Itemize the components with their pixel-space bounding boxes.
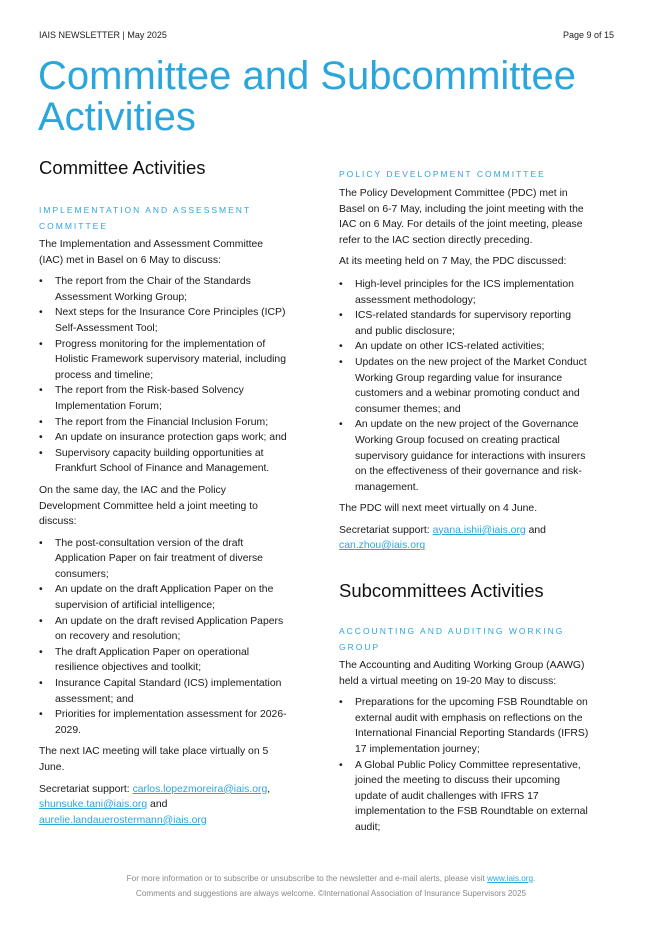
joint-meeting-intro: On the same day, the IAC and the Policy Development Committee held a joint meeting to discuss: bbox=[39, 484, 258, 528]
list-item: • Insurance Capital Standard (ICS) implementation assessment; and bbox=[39, 676, 290, 707]
list-item: • ICS-related standards for supervisory reporting and public disclosure; bbox=[339, 308, 590, 339]
pdc-intro: The Policy Development Committee (PDC) met in Basel on 6-7 May, including the joint meeting with the IAC on 6 May. For details of the joint meeting, please refer to the IAC section directly preceding. bbox=[339, 188, 584, 246]
aawg-intro: The Accounting and Auditing Working Group (AAWG) held a virtual meeting on 19-20 May to discuss: bbox=[339, 660, 585, 687]
secretariat-label: Secretariat support: bbox=[39, 783, 133, 795]
aawg-subheading: ACCOUNTING AND AUDITING WORKING GROUP bbox=[339, 626, 565, 653]
conjunction: and bbox=[525, 524, 546, 536]
list-item: • The post-consultation version of the draft Application Paper on fair treatment of diverse consumers; bbox=[39, 536, 290, 583]
email-link-can[interactable]: can.zhou@iais.org bbox=[339, 540, 426, 552]
email-link-shunsuke[interactable]: shunsuke.tani@iais.org bbox=[39, 799, 148, 811]
pdc-subheading: POLICY DEVELOPMENT COMMITTEE bbox=[339, 169, 546, 179]
list-item: • Updates on the new project of the Market Conduct Working Group regarding value for insurance customers and a webinar promoting conduct and consumer themes; and bbox=[339, 355, 590, 417]
subcommittees-activities-heading: Subcommittees Activities bbox=[339, 580, 544, 602]
iac-secretariat-support bbox=[39, 782, 290, 829]
footer-copyright: Comments and suggestions are always welcome. ©International Association of Insurance Supervisors 2025 bbox=[135, 889, 527, 898]
email-link-ayana[interactable]: ayana.ishii@iais.org bbox=[432, 524, 526, 536]
footer-period: . bbox=[533, 874, 536, 883]
list-item: • The draft Application Paper on operational resilience objectives and toolkit; bbox=[39, 645, 290, 676]
committee-activities-heading: Committee Activities bbox=[39, 157, 206, 178]
list-item: • An update on other ICS-related activities; bbox=[339, 339, 590, 355]
iais-website-link[interactable]: www.iais.org bbox=[487, 874, 534, 883]
list-item: • The report from the Risk-based Solvency Implementation Forum; bbox=[39, 383, 290, 414]
list-item: • The report from the Chair of the Standards Assessment Working Group; bbox=[39, 274, 290, 305]
page-title: Committee and Subcommittee Activities bbox=[38, 54, 577, 139]
newsletter-header: IAIS NEWSLETTER | May 2025 bbox=[39, 30, 167, 40]
list-item: • An update on the draft Application Paper on the supervision of artificial intelligence; bbox=[39, 582, 290, 613]
left-column bbox=[39, 157, 290, 828]
list-item: • An update on the draft revised Application Papers on recovery and resolution; bbox=[39, 614, 290, 645]
list-item: • Preparations for the upcoming FSB Roundtable on external audit with emphasis on reflections on the International Financial Reporting Standards (IFRS) 17 implementation journey; bbox=[339, 695, 590, 757]
list-item: • An update on insurance protection gaps work; and bbox=[39, 430, 290, 446]
email-link-aurelie[interactable]: aurelie.landauerostermann@iais.org bbox=[39, 814, 207, 826]
pdc-agenda-list bbox=[339, 277, 590, 495]
list-item: • Priorities for implementation assessment for 2026-2029. bbox=[39, 707, 290, 738]
page-number: Page 9 of 15 bbox=[562, 30, 614, 40]
iac-subheading: IMPLEMENTATION AND ASSESSMENT COMMITTEE bbox=[39, 205, 251, 231]
list-item: • Progress monitoring for the implementation of Holistic Framework supervisory material, including process and timeline; bbox=[39, 337, 290, 384]
iac-agenda-list bbox=[39, 274, 290, 477]
footer-subscribe-note bbox=[0, 874, 662, 883]
list-item: • An update on the new project of the Governance Working Group focused on creating practical supervisory guidance for interactions with insurers on the effectiveness of their governance and risk-management. bbox=[339, 417, 590, 495]
pdc-secretariat-support bbox=[339, 523, 590, 554]
right-column bbox=[339, 166, 590, 836]
secretariat-label: Secretariat support: bbox=[339, 524, 433, 536]
joint-meeting-list bbox=[39, 536, 290, 739]
list-item: • A Global Public Policy Committee representative, joined the meeting to discuss their upcoming update of audit challenges with IFRS 17 implementation to the FSB Roundtable on external audit; bbox=[339, 758, 590, 836]
aawg-agenda-list bbox=[339, 695, 590, 835]
conjunction: and bbox=[147, 799, 168, 811]
list-item: • High-level principles for the ICS implementation assessment methodology; bbox=[339, 277, 590, 308]
iac-next-meeting: The next IAC meeting will take place virtually on 5 June. bbox=[39, 746, 269, 773]
footer-text: For more information or to subscribe or unsubscribe to the newsletter and e-mail alerts, please visit bbox=[126, 874, 488, 883]
pdc-next-meeting: The PDC will next meet virtually on 4 June. bbox=[339, 503, 538, 515]
email-link-carlos[interactable]: carlos.lopezmoreira@iais.org bbox=[132, 783, 268, 795]
separator: , bbox=[267, 783, 271, 795]
list-item: • Next steps for the Insurance Core Principles (ICP) Self-Assessment Tool; bbox=[39, 305, 290, 336]
list-item: • Supervisory capacity building opportunities at Frankfurt School of Finance and Management. bbox=[39, 446, 290, 477]
iac-intro: The Implementation and Assessment Committee (IAC) met in Basel on 6 May to discuss: bbox=[39, 239, 264, 266]
pdc-discussed: At its meeting held on 7 May, the PDC discussed: bbox=[339, 256, 567, 268]
list-item: • The report from the Financial Inclusion Forum; bbox=[39, 415, 290, 431]
